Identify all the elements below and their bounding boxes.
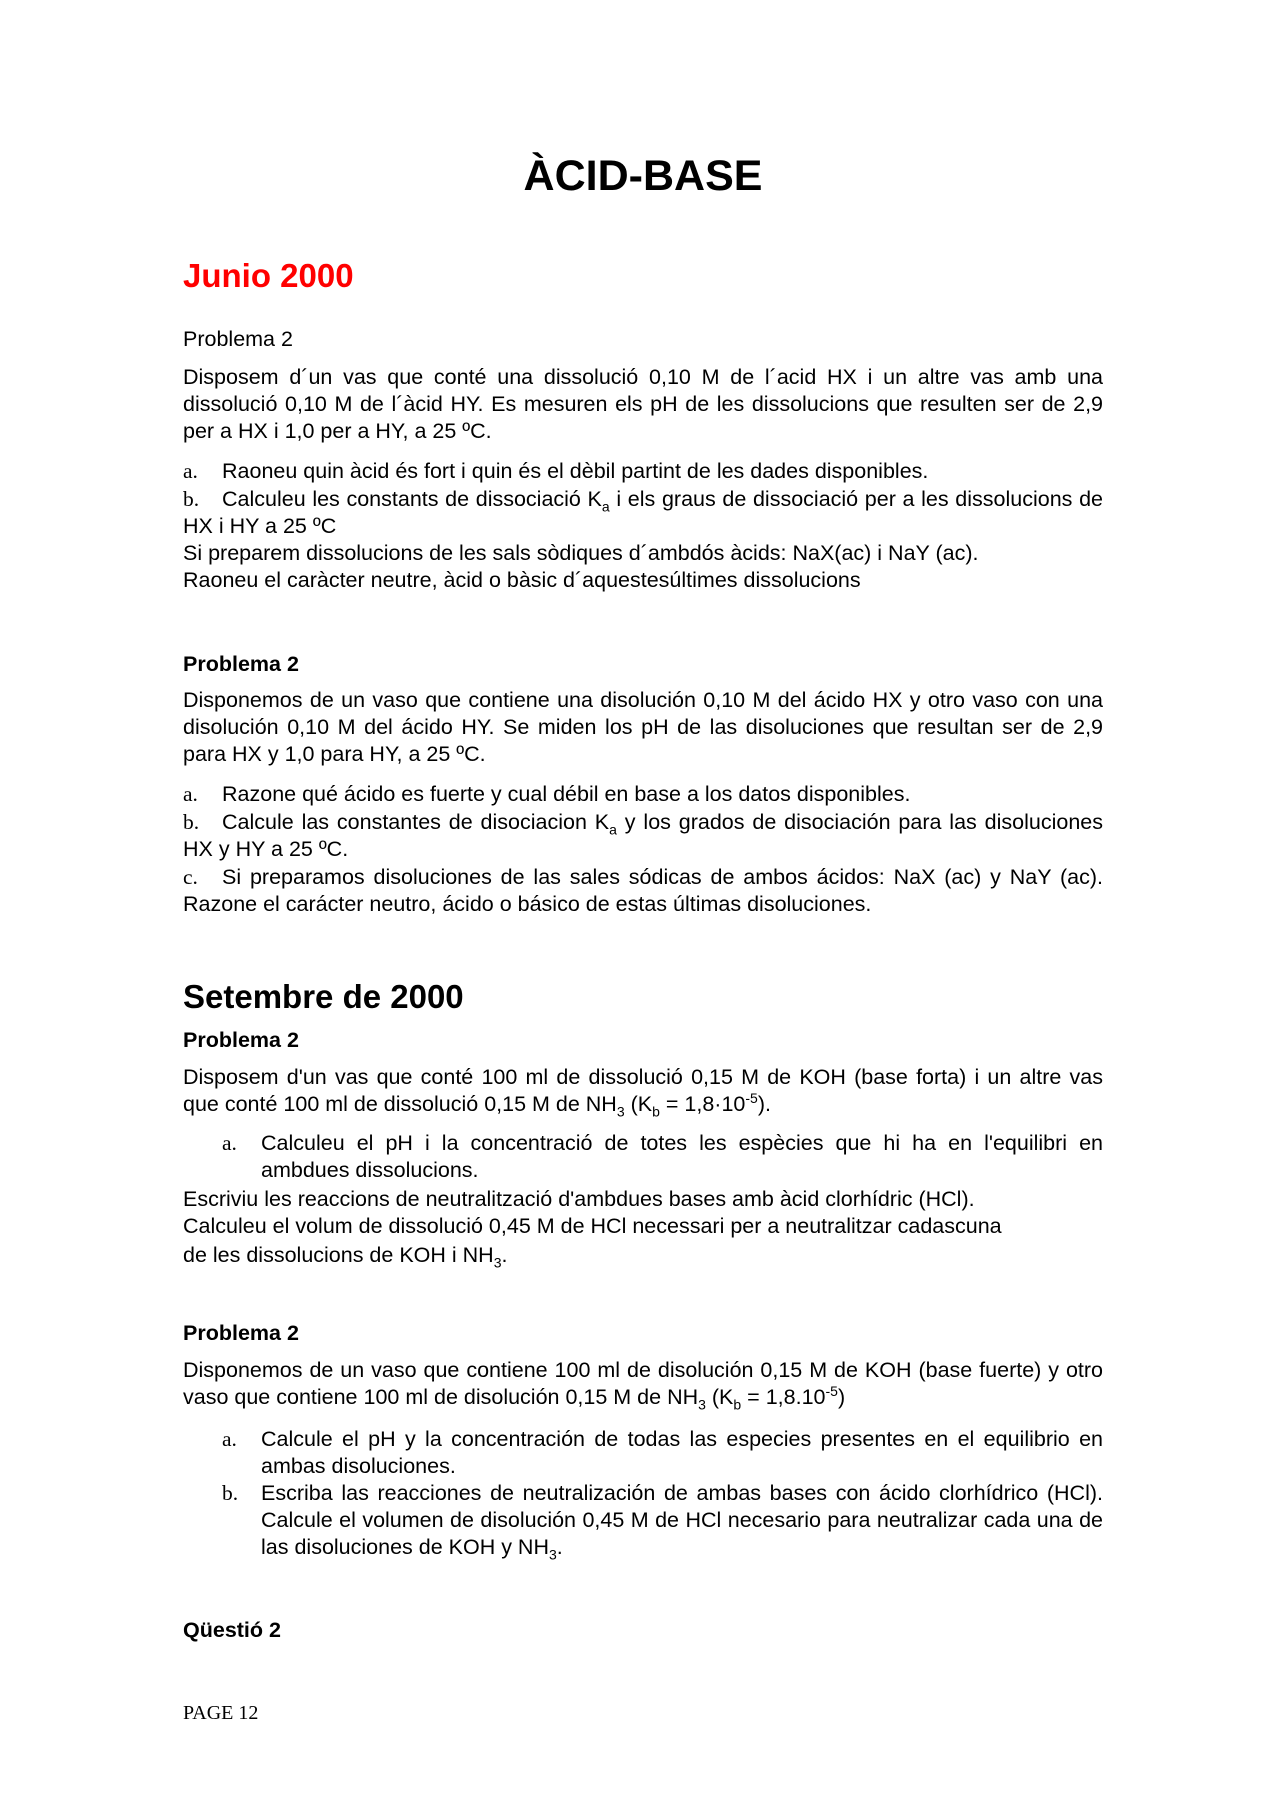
list-marker: b. [222,1481,239,1505]
problem-intro: Disposem d´un vas que conté una dissolució 0,10 M de l´acid HX i un altre vas amb una dissolució 0,10 M de l´àcid HY. Es mesuren els pH de les dissolucions que resulten ser de 2,9 per a HX i 1,0 per a HY, a 25 ºC. [183,365,1103,443]
problem-intro: Disponemos de un vaso que contiene 100 ml de disolución 0,15 M de KOH (base fuerte) y otro vaso que contiene 100 ml de disolución 0,15 M de $NH_3$ $(K_b = 1,8.10^{-5})$ [183,1358,1103,1413]
list-item-a: a. Calcule el pH y la concentración de todas las especies presentes en el equilibrio en ambas disoluciones. [222,1427,1103,1478]
problem-intro: Disponemos de un vaso que contiene una disolución 0,10 M del ácido HX y otro vaso con una disolución 0,10 M del ácido HY. Se miden los pH de las disoluciones que resultan ser de 2,9 para HX y 1,0 para HY, a 25 ºC. [183,688,1103,766]
list-item-a: a. Razone qué ácido es fuerte y cual débil en base a los datos disponibles. [183,782,911,806]
list-item-c: c. Si preparamos disoluciones de las sales sódicas de ambos ácidos: NaX (ac) y NaY (ac). Razone el carácter neutro, ácido o básico de estas últimas disoluciones. [183,865,1103,916]
list-item-b: b. Calculeu les constants de dissociació $K_a$ i els graus de dissociació per a les dissolucions de HX i HY a 25 ºC [183,487,1103,538]
problem-text: Escriviu les reaccions de neutralització d'ambdues bases amb àcid clorhídric (HCl). Calculeu el volum de dissolució 0,45 M de HCl necessari per a neutralitzar cadascuna de les dissolucions de KOH i $NH_3$. [183,1187,1002,1271]
list-marker: c. [183,865,198,889]
problem-text: Si preparem dissolucions de les sals sòdiques d´ambdós àcids: NaX(ac) i NaY (ac). Raoneu el caràcter neutre, àcid o bàsic d´aquestesúltimes dissolucions [183,541,979,592]
problem-intro: Disposem d'un vas que conté 100 ml de dissolució 0,15 M de KOH (base forta) i un altre vas que conté 100 ml de dissolució 0,15 M de $NH_3$ $(K_b = 1,8\cdot 10^{-5})$. [183,1065,1103,1120]
page-number: PAGE 12 [183,1702,259,1724]
list-item-b: b. Calcule las constantes de disociacion $K_a$ y los grados de disociación para las disoluciones HX y HY a 25 ºC. [183,810,1103,861]
page-title: ÀCID-BASE [523,152,763,200]
list-marker: a. [222,1427,237,1451]
list-marker: a. [222,1131,237,1155]
problem-label: Problema 2 [183,652,299,676]
list-marker: b. [183,487,200,511]
problem-label: Problema 2 [183,1028,299,1052]
list-item-a: a. Raoneu quin àcid és fort i quin és el dèbil partint de les dades disponibles. [183,459,929,483]
list-marker: b. [183,810,200,834]
section-heading-setembre: Setembre de 2000 [183,978,464,1015]
list-marker: a. [183,782,198,806]
section-heading-junio: Junio 2000 [183,257,354,294]
problem-label: Problema 2 [183,327,293,351]
problem-label: Problema 2 [183,1321,299,1345]
list-item-a: a. Calculeu el pH i la concentració de totes les espècies que hi ha en l'equilibri en ambdues dissolucions. [222,1131,1103,1182]
question-label: Qüestió 2 [183,1618,281,1642]
list-marker: a. [183,459,198,483]
list-item-b: b. Escriba las reacciones de neutralización de ambas bases con ácido clorhídrico (HCl). Calcule el volumen de disolución 0,45 M de HCl necesario para neutralizar cada una de las disoluciones de KOH y $NH_3$. [222,1481,1103,1563]
